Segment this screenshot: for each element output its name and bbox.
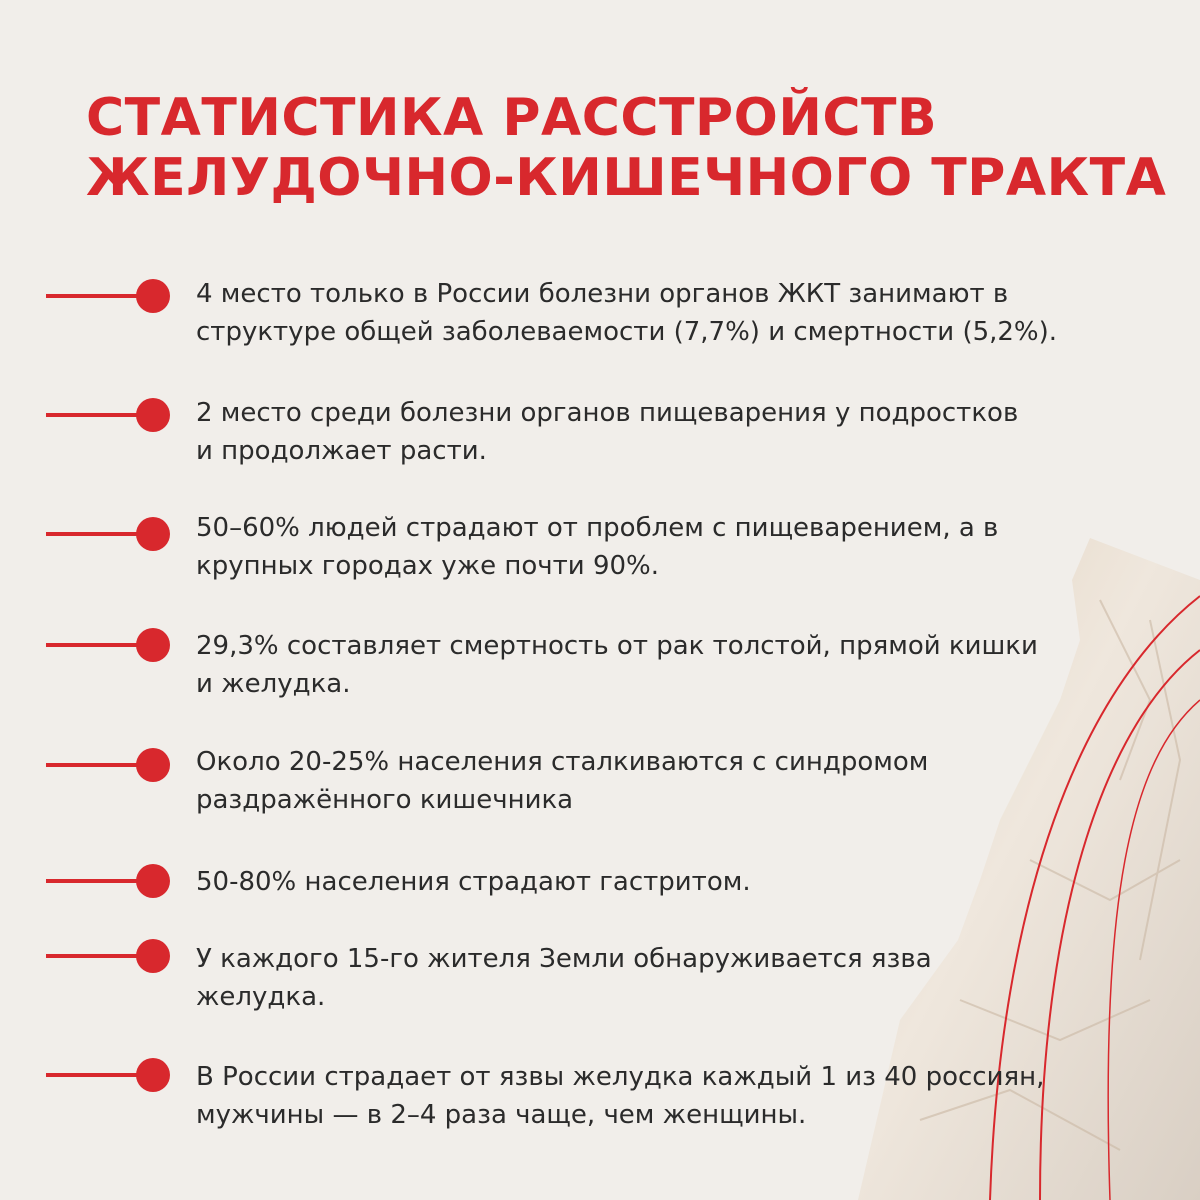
marker-line [46, 413, 142, 417]
marker-dot [136, 517, 170, 551]
stat-text-line-1: 29,3% составляет смертность от рак толстой, прямой кишки [196, 631, 1038, 661]
stat-text [196, 627, 1156, 703]
stat-text-line-1: 50-80% населения страдают гастритом. [196, 867, 751, 897]
stat-text-line-1: 50–60% людей страдают от проблем с пищеварением, а в [196, 513, 999, 543]
stat-text-line-2: и желудка. [196, 669, 351, 699]
stat-text [196, 940, 1156, 1016]
stat-text-line-1: 4 место только в России болезни органов ЖКТ занимают в [196, 279, 1009, 309]
marker-line [46, 532, 142, 536]
marker-dot [136, 864, 170, 898]
marker-line [46, 879, 142, 883]
stat-text-line-2: желудка. [196, 982, 326, 1012]
marker-dot [136, 748, 170, 782]
title-line-1: СТАТИСТИКА РАССТРОЙСТВ [86, 88, 938, 148]
bullet-marker-icon [46, 628, 164, 662]
stat-text [196, 863, 1156, 901]
stat-text-line-2: раздражённого кишечника [196, 785, 574, 815]
marker-line [46, 643, 142, 647]
marker-dot [136, 939, 170, 973]
bullet-marker-icon [46, 748, 164, 782]
bullet-marker-icon [46, 398, 164, 432]
marker-dot [136, 628, 170, 662]
stat-text-line-1: Около 20-25% населения сталкиваются с синдромом [196, 747, 929, 777]
page-title [86, 88, 1166, 208]
marker-line [46, 1073, 142, 1077]
marker-dot [136, 398, 170, 432]
stat-text-line-2: мужчины — в 2–4 раза чаще, чем женщины. [196, 1100, 807, 1130]
marker-line [46, 294, 142, 298]
title-line-2: ЖЕЛУДОЧНО-КИШЕЧНОГО ТРАКТА [86, 148, 1167, 208]
stat-text-line-1: 2 место среди болезни органов пищеварения у подростков [196, 398, 1019, 428]
stat-text [196, 1058, 1156, 1134]
stat-text [196, 743, 1156, 819]
bullet-marker-icon [46, 1058, 164, 1092]
bullet-marker-icon [46, 864, 164, 898]
stat-text [196, 394, 1156, 470]
bullet-marker-icon [46, 517, 164, 551]
bullet-marker-icon [46, 279, 164, 313]
stat-text-line-2: структуре общей заболеваемости (7,7%) и смертности (5,2%). [196, 317, 1058, 347]
marker-line [46, 763, 142, 767]
marker-dot [136, 1058, 170, 1092]
stat-text [196, 509, 1156, 585]
marker-dot [136, 279, 170, 313]
stat-text-line-2: и продолжает расти. [196, 436, 487, 466]
bullet-marker-icon [46, 939, 164, 973]
stat-text-line-1: В России страдает от язвы желудка каждый 1 из 40 россиян, [196, 1062, 1045, 1092]
stat-text [196, 275, 1156, 351]
stat-text-line-2: крупных городах уже почти 90%. [196, 551, 660, 581]
stat-text-line-1: У каждого 15-го жителя Земли обнаруживается язва [196, 944, 932, 974]
marker-line [46, 954, 142, 958]
